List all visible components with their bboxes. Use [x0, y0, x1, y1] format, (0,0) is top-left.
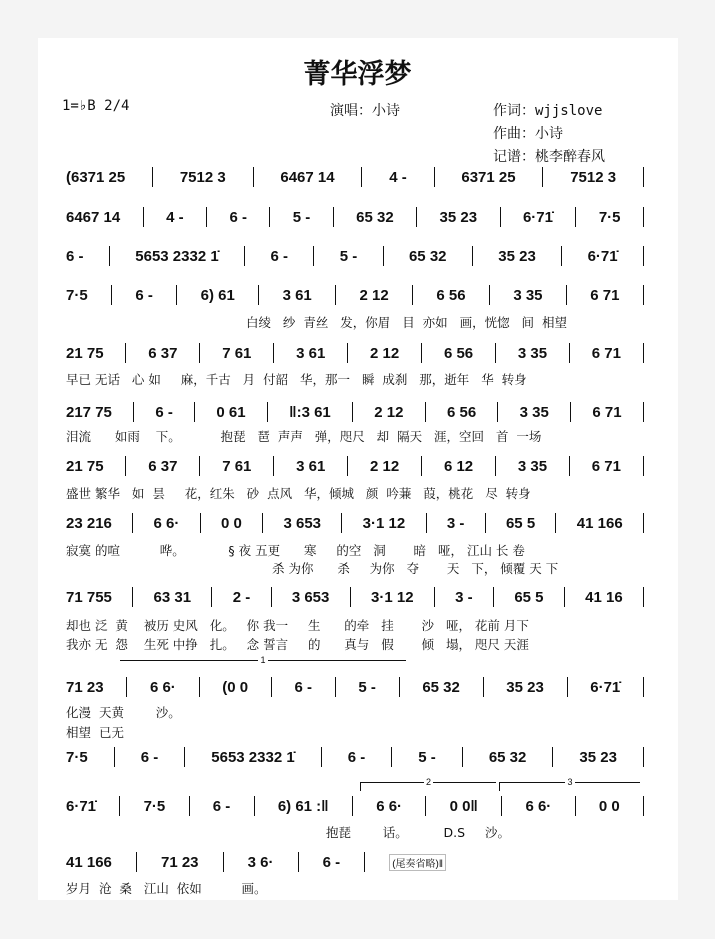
barline: [200, 513, 201, 533]
measure: 71 23: [160, 853, 199, 871]
barline: [199, 343, 200, 363]
measure: 65 32: [488, 748, 527, 766]
barline: [211, 587, 212, 607]
barline: [569, 456, 570, 476]
barline: [133, 402, 134, 422]
measure: 7 61: [222, 457, 252, 475]
measure: 6 -: [140, 748, 159, 766]
barline: [189, 796, 190, 816]
measure: 41 166: [576, 514, 623, 532]
measure: 6) 61: [200, 286, 235, 304]
notation-row: [66, 246, 644, 266]
barline: [361, 167, 362, 187]
notation-row: [66, 747, 644, 767]
barline: [555, 513, 556, 533]
measure: 21 75: [66, 344, 104, 362]
lyric-line: 杀 为你 杀 为你 夺 天 下， 倾覆 天 下: [272, 561, 559, 576]
barline: [258, 285, 259, 305]
measure: 5 -: [418, 748, 436, 766]
measure: 7512 3: [570, 168, 617, 186]
measure: 0 61: [216, 403, 246, 421]
barline: [184, 747, 185, 767]
measure: 65 32: [356, 208, 394, 226]
measure: 7512 3: [179, 168, 226, 186]
barline: [425, 796, 426, 816]
measure: 3 35: [517, 344, 548, 362]
barline: [321, 747, 322, 767]
measure: 6 37: [148, 344, 178, 362]
barline: [254, 796, 255, 816]
barline: [199, 456, 200, 476]
lyric-line: 化漫 天黄 沙。: [66, 705, 181, 720]
measure: 3 35: [519, 403, 549, 421]
barline: [567, 677, 568, 697]
volta-number: 1: [260, 655, 266, 665]
measure: 6 56: [443, 344, 474, 362]
barline: [421, 343, 422, 363]
measure: 6 -: [66, 247, 84, 265]
measure: 3 35: [513, 286, 543, 304]
barline: [643, 747, 644, 767]
barline: [125, 343, 126, 363]
measure: 6467 14: [280, 168, 335, 186]
barline: [313, 246, 314, 266]
measure: 0 0‖: [449, 797, 478, 815]
notation-row: [66, 587, 644, 607]
measure: 6 -: [229, 208, 247, 226]
barline: [643, 207, 644, 227]
measure: 41 166: [66, 853, 112, 871]
notation-row: [66, 343, 644, 363]
barline: [244, 246, 245, 266]
measure: 6 71: [592, 403, 622, 421]
barline: [426, 513, 427, 533]
lyric-line: 泪流 如雨 下。 抱琵 琶 声声 弹，咫尺 却 隔天 涯，空回 首 一场: [66, 429, 542, 444]
barline: [391, 747, 392, 767]
barline: [575, 207, 576, 227]
barline: [643, 587, 644, 607]
measure: ‖:3 61: [289, 403, 331, 421]
measure: (6371 25: [66, 168, 126, 186]
barline: [223, 852, 224, 872]
measure: 3 61: [296, 344, 326, 362]
measure: 65 32: [422, 678, 460, 696]
barline: [206, 207, 207, 227]
measure: 3 6·: [247, 853, 274, 871]
measure: 5 -: [358, 678, 376, 696]
measure: 6 -: [135, 286, 153, 304]
barline: [132, 513, 133, 533]
measure: 3·1 12: [371, 588, 414, 606]
measure: (0 0: [222, 678, 249, 696]
barline: [495, 456, 496, 476]
measure: 217 75: [66, 403, 112, 421]
barline: [126, 677, 127, 697]
barline: [194, 402, 195, 422]
notation-row: [66, 207, 644, 227]
barline: [273, 456, 274, 476]
barline: [271, 587, 272, 607]
measure: 6 6·: [153, 514, 180, 532]
barline: [335, 285, 336, 305]
measure: 6 6·: [149, 678, 176, 696]
lyric-line: 抱琵 话。 D.S 沙。: [326, 825, 510, 840]
barline: [643, 677, 644, 697]
barline: [483, 677, 484, 697]
measure: 3 653: [283, 514, 322, 532]
measure: 71 755: [66, 588, 112, 606]
notation-row: [66, 852, 446, 872]
barline: [643, 796, 644, 816]
composer: 作曲：小诗: [493, 126, 563, 142]
measure: 6 56: [436, 286, 466, 304]
key-signature: [62, 98, 129, 114]
measure: 35 23: [498, 247, 536, 265]
barline: [253, 167, 254, 187]
barline: [643, 402, 644, 422]
notation-row: [66, 402, 644, 422]
measure: 6371 25: [461, 168, 516, 186]
barline: [552, 747, 553, 767]
barline: [335, 677, 336, 697]
barline: [132, 587, 133, 607]
measure: 6 71: [591, 457, 621, 475]
measure: 35 23: [579, 748, 617, 766]
barline: [111, 285, 112, 305]
measure: 3 -: [455, 588, 473, 606]
measure: 65 5: [505, 514, 536, 532]
barline: [643, 456, 644, 476]
measure: 5653 2332 1̇: [211, 748, 295, 766]
notation-row: [66, 456, 644, 476]
measure: 35 23: [439, 208, 478, 226]
time-signature: 2/4: [104, 98, 130, 114]
notation-row: [66, 513, 644, 533]
lyricist: 作词：wjjslove: [493, 103, 603, 119]
barline: [489, 285, 490, 305]
barline: [350, 587, 351, 607]
volta-number: 3: [567, 777, 573, 787]
barline: [267, 402, 268, 422]
measure: 2 12: [370, 457, 400, 475]
measure: 3·1 12: [362, 514, 406, 532]
barline: [333, 207, 334, 227]
song-title: 菁华浮梦: [303, 59, 412, 90]
barline: [497, 402, 498, 422]
measure: 7·5: [143, 797, 166, 815]
measure: 6 -: [270, 247, 288, 265]
barline: [269, 207, 270, 227]
barline: [341, 513, 342, 533]
barline: [271, 677, 272, 697]
transcriber: 记谱：桃李醉春风: [493, 149, 605, 165]
measure: 6 71: [590, 286, 620, 304]
measure: 3 -: [446, 514, 465, 532]
measure: 3 61: [282, 286, 312, 304]
barline: [119, 796, 120, 816]
measure: 23 216: [66, 514, 112, 532]
measure: 6 56: [446, 403, 477, 421]
barline: [114, 747, 115, 767]
barline: [364, 852, 365, 872]
volta-bracket: [120, 655, 406, 669]
barline: [564, 587, 565, 607]
measure: 6467 14: [66, 208, 121, 226]
barline: [352, 402, 353, 422]
barline: [472, 246, 473, 266]
measure: 5 -: [292, 208, 311, 226]
measure: 3 61: [296, 457, 326, 475]
barline: [500, 207, 501, 227]
measure: 71 23: [66, 678, 104, 696]
lyric-line: 白绫 纱 青丝 发，你眉 目 亦如 画，恍惚 间 相望: [246, 315, 567, 330]
measure: 6 -: [347, 748, 366, 766]
lyric-line: 相望 已无: [66, 725, 124, 740]
notation-row: [66, 677, 644, 697]
barline: [399, 677, 400, 697]
barline: [495, 343, 496, 363]
measure: 7·5: [66, 286, 88, 304]
barline: [421, 456, 422, 476]
barline: [434, 587, 435, 607]
measure: (尾奏省略)‖: [389, 854, 446, 871]
barline: [485, 513, 486, 533]
barline: [347, 456, 348, 476]
barline: [383, 246, 384, 266]
measure: 4 -: [166, 208, 184, 226]
barline: [136, 852, 137, 872]
measure: 63 31: [153, 588, 192, 606]
measure: 7·5: [66, 748, 88, 766]
barline: [152, 167, 153, 187]
measure: 2 12: [374, 403, 404, 421]
barline: [425, 402, 426, 422]
lyric-line: 岁月 沧 桑 江山 依如 画。: [66, 881, 267, 896]
barline: [542, 167, 543, 187]
barline: [125, 456, 126, 476]
measure: 6·71̇: [587, 247, 618, 265]
lyric-line: 却也 泛 黄 被历 史风 化。 你 我一 生 的牵 挂 沙 哑， 花前 月下: [66, 618, 529, 633]
barline: [575, 796, 576, 816]
measure: 6·71̇: [590, 678, 621, 696]
barline: [176, 285, 177, 305]
measure: 6 -: [294, 678, 312, 696]
measure: 2 -: [232, 588, 251, 606]
volta-bracket: [360, 777, 496, 791]
barline: [643, 285, 644, 305]
barline: [416, 207, 417, 227]
notation-row: [66, 285, 644, 305]
volta-bracket: [499, 777, 640, 791]
measure: 5653 2332 1̇: [135, 247, 219, 265]
barline: [462, 747, 463, 767]
barline: [262, 513, 263, 533]
measure: 6 6·: [525, 797, 552, 815]
barline: [643, 343, 644, 363]
measure: 6·71̇: [522, 208, 553, 226]
measure: 2 12: [359, 286, 389, 304]
measure: 41 16: [585, 588, 623, 606]
measure: 6·71̇: [66, 797, 97, 815]
measure: 2 12: [370, 344, 400, 362]
measure: 7 61: [222, 344, 252, 362]
key: 1=♭B: [62, 98, 96, 114]
measure: 6 37: [148, 457, 178, 475]
lyric-line: 寂寞 的喧 哗。 § 夜 五更 寒 的空 洞 暗 哑， 江山 长 卷: [66, 543, 525, 558]
measure: 3 653: [291, 588, 330, 606]
barline: [501, 796, 502, 816]
barline: [273, 343, 274, 363]
measure: 21 75: [66, 457, 104, 475]
barline: [199, 677, 200, 697]
measure: 65 32: [408, 247, 447, 265]
measure: 35 23: [506, 678, 544, 696]
measure: 6 71: [591, 344, 621, 362]
singer: 演唱：小诗: [330, 103, 400, 119]
barline: [570, 402, 571, 422]
measure: 6 12: [443, 457, 474, 475]
lyric-line: 早已 无话 心 如 麻，千古 月 付韶 华，那一 瞬 成刹 那，逝年 华 转身: [66, 372, 527, 387]
barline: [352, 796, 353, 816]
barline: [561, 246, 562, 266]
measure: 4 -: [389, 168, 407, 186]
barline: [643, 246, 644, 266]
measure: 6 -: [212, 797, 231, 815]
lyric-line: 我亦 无 怨 生死 中挣 扎。 念 誓言 的 真与 假 倾 塌， 咫尺 天涯: [66, 637, 529, 652]
barline: [643, 167, 644, 187]
barline: [412, 285, 413, 305]
barline: [347, 343, 348, 363]
measure: 6 6·: [376, 797, 403, 815]
barline: [569, 343, 570, 363]
measure: 6) 61 :‖: [277, 797, 329, 815]
notation-row: [66, 167, 644, 187]
volta-number: 2: [425, 777, 431, 787]
measure: 0 0: [598, 797, 620, 815]
lyric-line: 盛世 繁华 如 昙 花，红朱 砂 点风 华，倾城 颜 吟蒹 葭，桃花 尽 转身: [66, 486, 531, 501]
barline: [298, 852, 299, 872]
measure: 7·5: [598, 208, 621, 226]
barline: [566, 285, 567, 305]
notation-row: [66, 796, 644, 816]
barline: [143, 207, 144, 227]
measure: 6 -: [155, 403, 173, 421]
barline: [493, 587, 494, 607]
barline: [643, 513, 644, 533]
barline: [434, 167, 435, 187]
measure: 3 35: [517, 457, 548, 475]
barline: [109, 246, 110, 266]
measure: 6 -: [322, 853, 341, 871]
measure: 65 5: [514, 588, 544, 606]
measure: 5 -: [339, 247, 358, 265]
measure: 0 0: [221, 514, 242, 532]
